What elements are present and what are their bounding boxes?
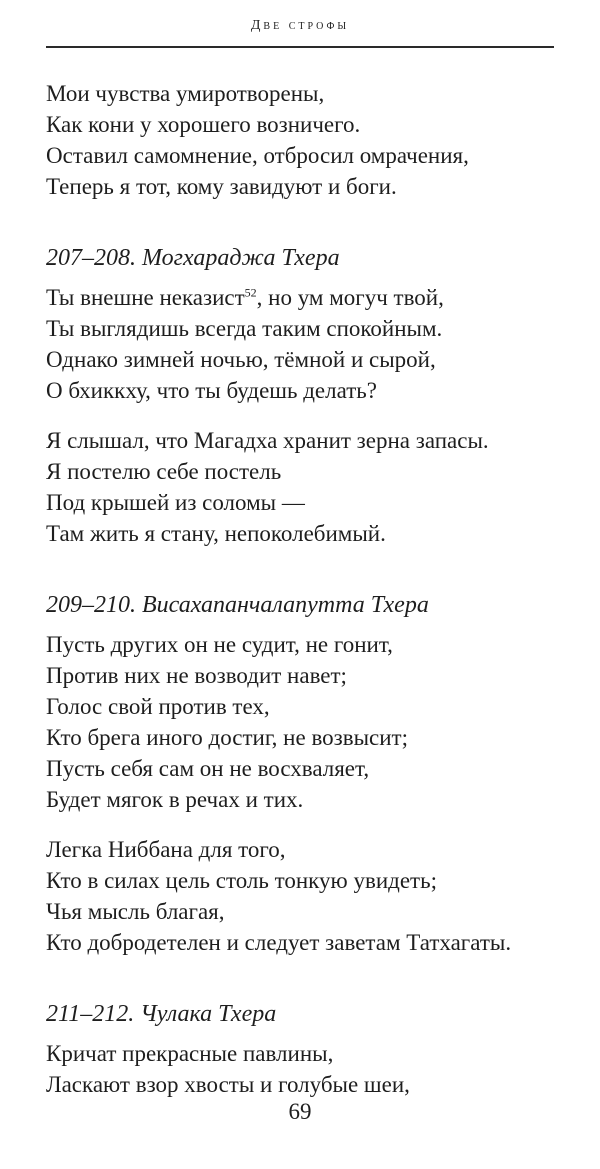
- section-visakha: [46, 587, 576, 958]
- verse-text: Ты внешне неказист: [46, 285, 245, 310]
- stanza: [46, 425, 576, 549]
- verse-line: Кто добродетелен и следует заветам Татхагаты.: [46, 930, 512, 955]
- verse-line: О бхиккху, что ты будешь делать?: [46, 378, 377, 403]
- verse-line: Кто в силах цель столь тонкую увидеть;: [46, 868, 437, 893]
- section-title: 211–212. Чулака Тхера: [46, 1001, 277, 1027]
- verse-line: Будет мягок в речах и тих.: [46, 787, 304, 812]
- section-title: 207–208. Могхараджа Тхера: [46, 245, 340, 271]
- verse-line: Голос свой против тех,: [46, 694, 270, 719]
- verse-line: Кто брега иного достиг, не возвысит;: [46, 725, 409, 750]
- verse-text: , но ум могуч твой,: [256, 285, 444, 310]
- verse-line: Ты выглядишь всегда таким спокойным.: [46, 316, 443, 341]
- footnote-marker: 52: [244, 285, 257, 300]
- verse-line: Пусть себя сам он не восхваляет,: [46, 756, 370, 781]
- stanza: [46, 834, 576, 958]
- verse-line: Теперь я тот, кому завидуют и боги.: [46, 174, 397, 199]
- running-header: Две строфы: [250, 18, 350, 33]
- verse-line: Чья мысль благая,: [46, 899, 225, 924]
- verse-line: Ласкают взор хвосты и голубые шеи,: [46, 1072, 410, 1097]
- verse-line: Однако зимней ночью, тёмной и сырой,: [46, 347, 436, 372]
- verse-line: Пусть других он не судит, не гонит,: [46, 632, 393, 657]
- header-rule: [46, 46, 554, 48]
- verse-line: Мои чувства умиротворены,: [46, 81, 325, 106]
- verse-line: Как кони у хорошего возничего.: [46, 112, 361, 137]
- stanza: [46, 629, 576, 815]
- section-chulaka: [46, 996, 576, 1100]
- verse-line: Против них не возводит навет;: [46, 663, 347, 688]
- stanza: [46, 282, 576, 406]
- verse-line: Там жить я стану, непоколебимый.: [46, 521, 386, 546]
- page-body: [46, 78, 576, 1100]
- verse-line: Я слышал, что Магадха хранит зерна запасы.: [46, 428, 489, 453]
- verse-line: [46, 282, 576, 313]
- section-moghraja: [46, 240, 576, 549]
- verse-line: Я постелю себе постель: [46, 459, 282, 484]
- verse-line: Под крышей из соломы —: [46, 490, 305, 515]
- section-title: 209–210. Висахапанчалапутта Тхера: [46, 592, 429, 618]
- opening-stanza: [46, 78, 576, 202]
- stanza: [46, 1038, 576, 1100]
- verse-line: Кричат прекрасные павлины,: [46, 1041, 334, 1066]
- verse-line: Оставил самомнение, отбросил омрачения,: [46, 143, 469, 168]
- page-number: 69: [288, 1099, 312, 1124]
- verse-line: Легка Ниббана для того,: [46, 837, 286, 862]
